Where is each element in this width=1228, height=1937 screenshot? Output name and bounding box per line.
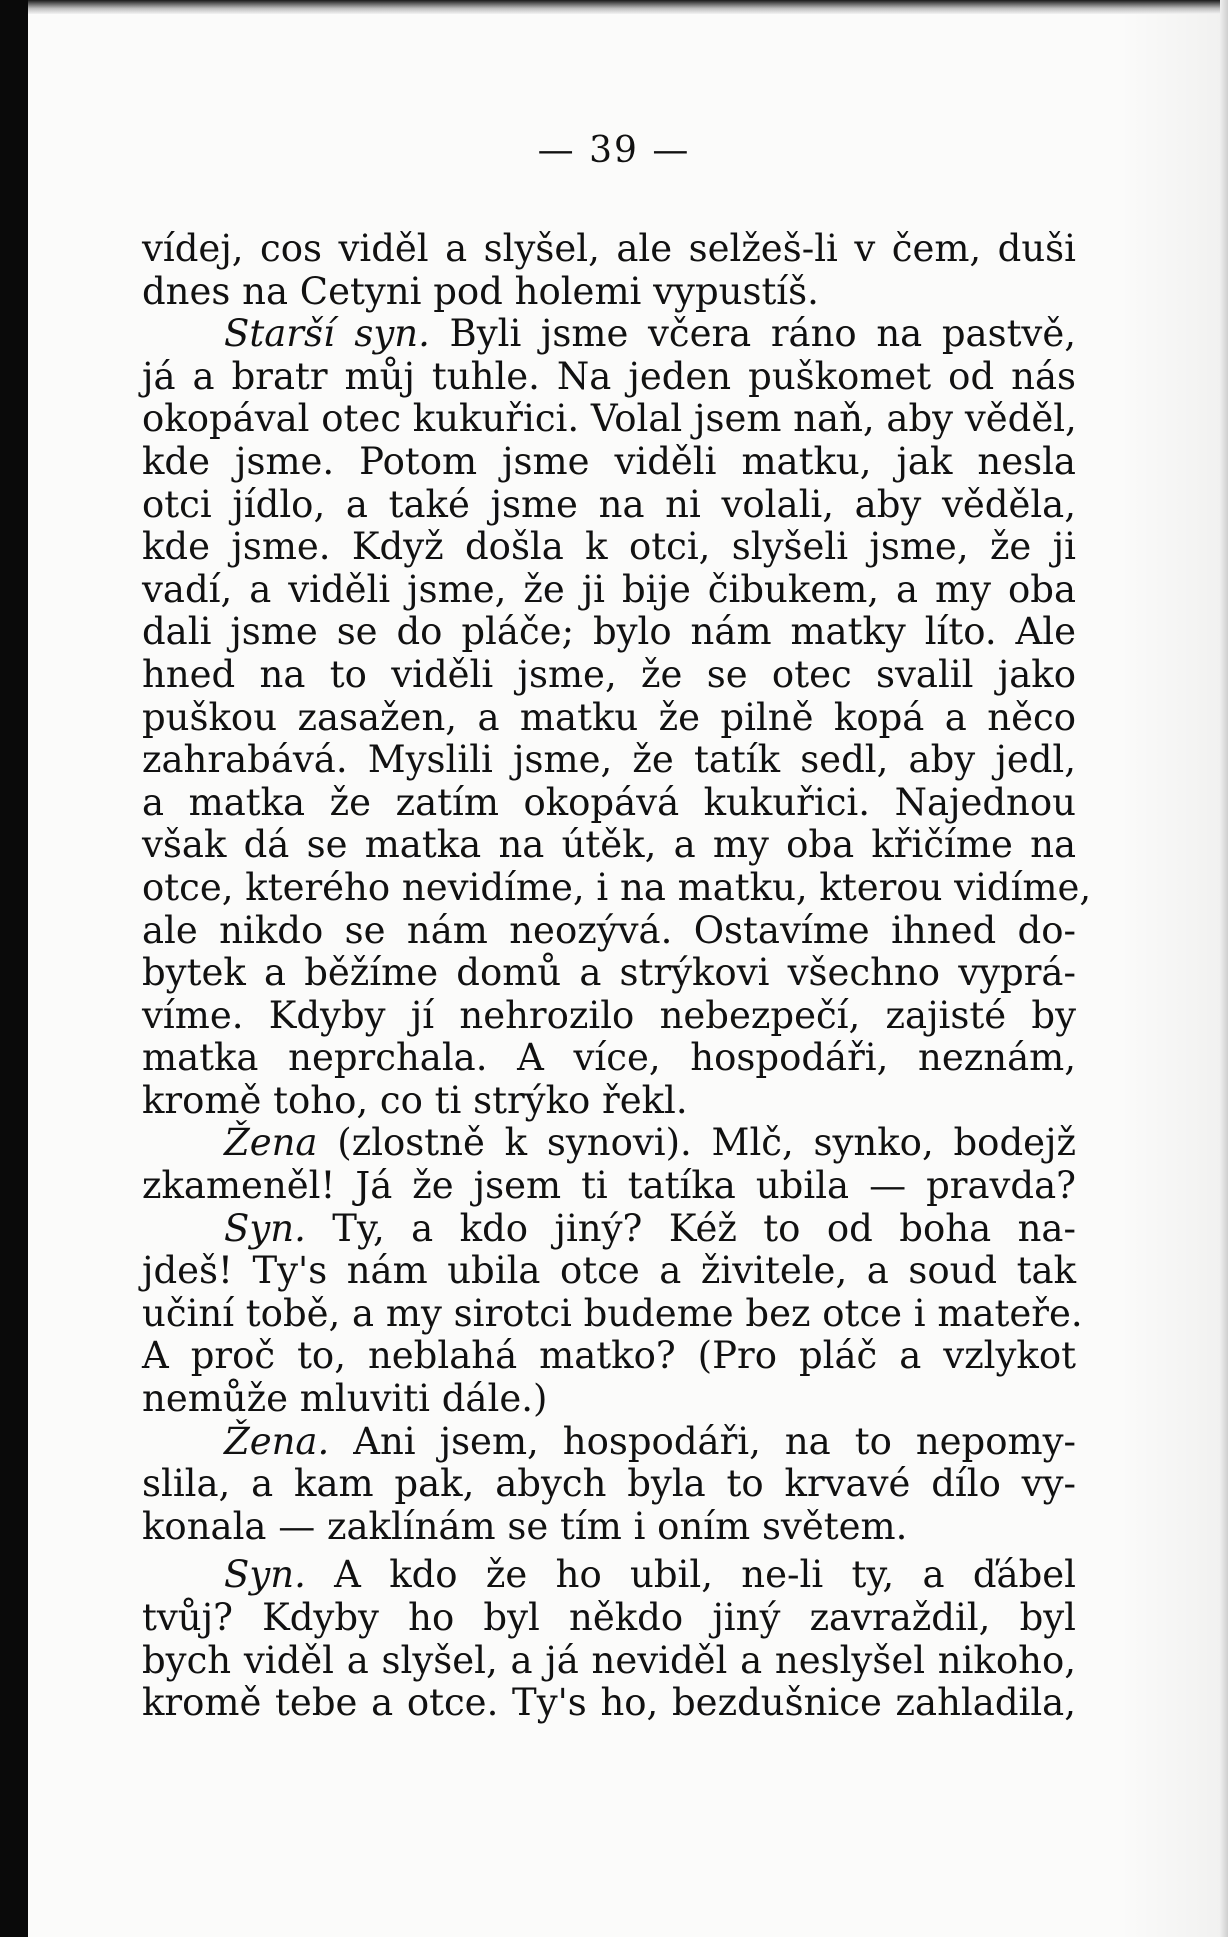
page-right-edge	[1220, 0, 1228, 1937]
text-line: A proč to, neblahá matko? (Pro pláč a vzlykot	[142, 1334, 1076, 1378]
text-line: jdeš! Ty's nám ubila otce a živitele, a soud tak	[142, 1249, 1076, 1293]
text-line: kromě tebe a otce. Ty's ho, bezdušnice zahladila,	[142, 1681, 1076, 1725]
page-number: — 39 —	[537, 130, 691, 171]
text-line: konala — zaklínám se tím i oním světem.	[142, 1504, 908, 1548]
body-text	[142, 227, 1092, 1725]
text-line: okopával otec kukuřici. Volal jsem naň, aby věděl,	[142, 397, 1077, 441]
text-line: ale nikdo se nám neozývá. Ostavíme ihned do-	[142, 908, 1076, 952]
text-line: Syn. Ty, a kdo jiný? Kéž to od boha na-	[224, 1206, 1076, 1250]
text-line: já a bratr můj tuhle. Na jeden puškomet od nás	[142, 354, 1076, 398]
speaker-label: Žena.	[224, 1419, 330, 1463]
text-line: tvůj? Kdyby ho byl někdo jiný zavraždil, byl	[142, 1596, 1076, 1639]
text-line: matka neprchala. A více, hospodáři, neznám,	[142, 1036, 1076, 1080]
text-line: otci jídlo, a také jsme na ni volali, aby věděla,	[142, 482, 1076, 526]
page-shadow	[1120, 14, 1220, 1937]
text-line: však dá se matka na útěk, a my oba křičíme na	[142, 823, 1076, 867]
text-line: Starší syn. Byli jsme včera ráno na pastvě,	[224, 312, 1076, 356]
text-line: Žena. Ani jsem, hospodáři, na to nepomy-	[224, 1419, 1076, 1463]
text-line: dnes na Cetyni pod holemi vypustíš.	[142, 269, 819, 313]
text-line: otce, kterého nevidíme, i na matku, kterou vidíme,	[142, 865, 1092, 909]
text-line: kde jsme. Potom jsme viděli matku, jak nesla	[142, 439, 1076, 483]
text-line: vídej, cos viděl a slyšel, ale selžeš-li v čem, duši	[142, 227, 1076, 270]
text-line: zahrabává. Myslili jsme, že tatík sedl, aby jedl,	[142, 738, 1076, 782]
speaker-label: Starší syn.	[224, 312, 430, 356]
text-line: bych viděl a slyšel, a já neviděl a neslyšel nikoho,	[142, 1638, 1076, 1682]
text-line: bytek a běžíme domů a strýkovi všechno vyprá-	[142, 951, 1076, 995]
text-line: hned na to viděli jsme, že se otec svalil jako	[142, 652, 1076, 696]
text-line: kde jsme. Když došla k otci, slyšeli jsme, že ji	[142, 525, 1076, 569]
speaker-label: Syn.	[224, 1206, 306, 1250]
speaker-label: Žena	[224, 1121, 318, 1165]
text-line: kromě toho, co ti strýko řekl.	[142, 1078, 688, 1122]
text-line: vadí, a viděli jsme, že ji bije čibukem, a my oba	[142, 567, 1076, 611]
text-line: puškou zasažen, a matku že pilně kopá a něco	[142, 695, 1076, 739]
text-line: a matka že zatím okopává kukuřici. Najednou	[142, 780, 1076, 824]
text-line: Syn. A kdo že ho ubil, ne-li ty, a ďábel	[224, 1553, 1076, 1597]
text-line: nemůže mluviti dále.)	[142, 1377, 548, 1421]
text-line: zkameněl! Já že jsem ti tatíka ubila — pravda?	[142, 1164, 1076, 1208]
page-top-edge	[28, 0, 1228, 14]
text-line: víme. Kdyby jí nehrozilo nebezpečí, zajisté by	[142, 993, 1076, 1037]
text-line: dali jsme se do pláče; bylo nám matky líto. Ale	[142, 610, 1076, 654]
text-line: učiní tobě, a my sirotci budeme bez otce i mateře.	[142, 1291, 1083, 1335]
speaker-label: Syn.	[224, 1553, 306, 1597]
binding-edge	[0, 0, 28, 1937]
text-line: Žena (zlostně k synovi). Mlč, synko, bodejž	[224, 1121, 1076, 1165]
text-line: slila, a kam pak, abych byla to krvavé dílo vy-	[142, 1462, 1076, 1506]
